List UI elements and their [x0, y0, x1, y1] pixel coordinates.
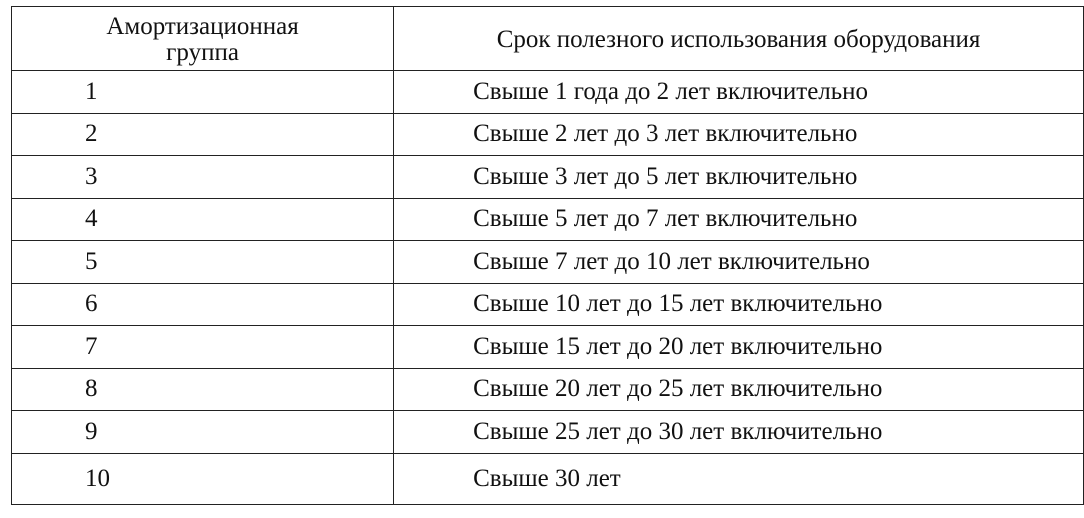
- term-cell: Свыше 2 лет до 3 лет включительно: [394, 113, 1084, 156]
- group-cell: 8: [12, 368, 394, 411]
- term-cell: Свыше 7 лет до 10 лет включительно: [394, 241, 1084, 284]
- header-depreciation-group-line2: группа: [166, 38, 239, 66]
- term-cell: Свыше 3 лет до 5 лет включительно: [394, 156, 1084, 199]
- table-row: [12, 113, 1084, 156]
- group-cell: 4: [12, 198, 394, 241]
- term-cell: Свыше 20 лет до 25 лет включительно: [394, 368, 1084, 411]
- term-cell: Свыше 30 лет: [394, 453, 1084, 504]
- term-cell: Свыше 5 лет до 7 лет включительно: [394, 198, 1084, 241]
- group-cell: 9: [12, 411, 394, 454]
- group-cell: 5: [12, 241, 394, 284]
- group-cell: 6: [12, 283, 394, 326]
- header-depreciation-group-line1: Амортизационная: [106, 12, 299, 40]
- table-header-row: [12, 7, 1084, 71]
- term-cell: Свыше 15 лет до 20 лет включительно: [394, 326, 1084, 369]
- table-row: [12, 198, 1084, 241]
- term-cell: Свыше 25 лет до 30 лет включительно: [394, 411, 1084, 454]
- term-cell: Свыше 10 лет до 15 лет включительно: [394, 283, 1084, 326]
- table-row: [12, 283, 1084, 326]
- depreciation-table-container: [11, 6, 1084, 505]
- table-row: [12, 368, 1084, 411]
- header-useful-life: Срок полезного использования оборудования: [394, 7, 1084, 71]
- table-row: [12, 326, 1084, 369]
- header-depreciation-group: [12, 7, 394, 71]
- depreciation-table: [11, 6, 1084, 505]
- table-row: [12, 71, 1084, 114]
- table-row: [12, 241, 1084, 284]
- group-cell: 3: [12, 156, 394, 199]
- group-cell: 10: [12, 453, 394, 504]
- group-cell: 7: [12, 326, 394, 369]
- table-row: [12, 411, 1084, 454]
- term-cell: Свыше 1 года до 2 лет включительно: [394, 71, 1084, 114]
- group-cell: 2: [12, 113, 394, 156]
- group-cell: 1: [12, 71, 394, 114]
- table-row: [12, 453, 1084, 504]
- table-row: [12, 156, 1084, 199]
